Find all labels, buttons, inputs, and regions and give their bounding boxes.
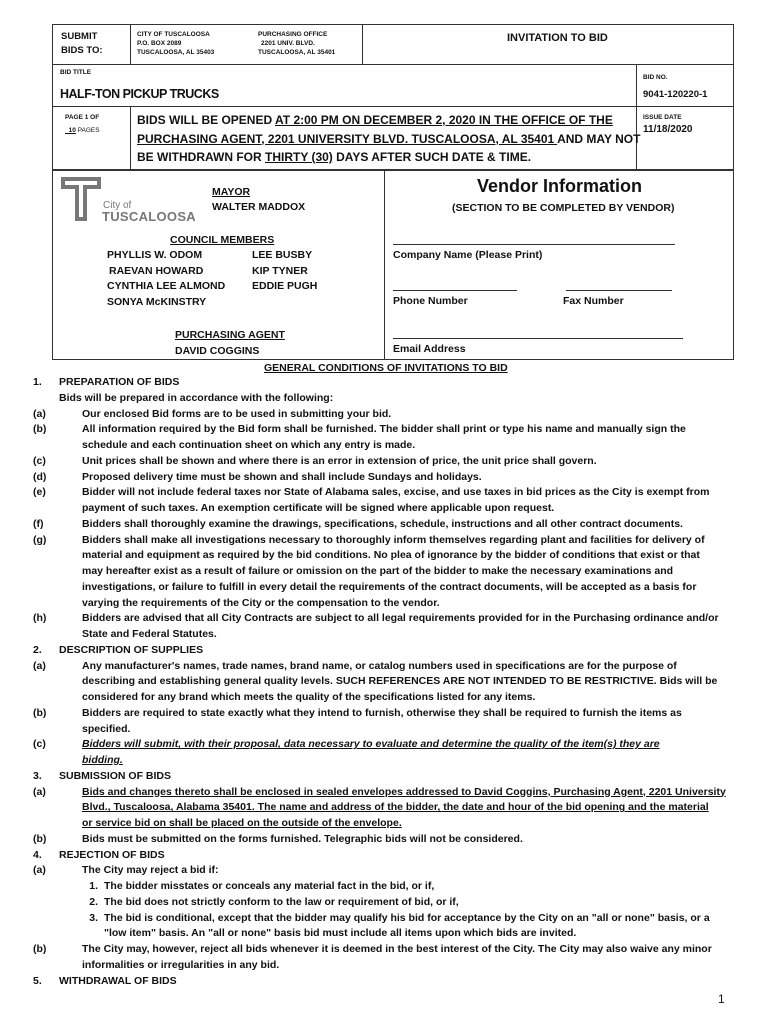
email-field[interactable] [393,338,683,339]
condition-text: The bid does not strictly conform to the law or requirement of bid, or if, [104,895,459,908]
pages-count: 10 PAGES [68,127,100,134]
bid-title: HALF-TON PICKUP TRUCKS [60,87,219,101]
condition-text: Any manufacturer's names, trade names, brand name, or catalog numbers used in specifications are for the purpose of [82,659,677,672]
condition-number: (e) [33,486,46,499]
divider [362,24,363,64]
condition-line [0,548,770,564]
agent-label: PURCHASING AGENT [175,329,285,341]
fax-label: Fax Number [563,295,624,307]
condition-line [0,879,770,895]
condition-line [0,391,770,407]
condition-text: All information required by the Bid form shall be furnished. The bidder shall print or type his name and manually sign the [82,423,686,436]
condition-text: State and Federal Statutes. [82,628,217,640]
condition-text: REJECTION OF BIDS [59,848,165,861]
condition-number: 3. [89,911,98,924]
condition-line [0,674,770,690]
condition-text: Blvd., Tuscaloosa, Alabama 35401. The name and address of the bidder, the date and hour of the bid opening and the material [82,801,709,814]
divider [52,106,734,107]
condition-line [0,643,770,659]
condition-line [0,375,770,391]
condition-text: Bidders are required to state exactly what they intend to furnish, otherwise they shall be required to furnish the items as [82,706,682,719]
condition-text: Bids must be submitted on the forms furnished. Telegraphic bids will not be considered. [82,832,523,845]
condition-line [0,690,770,706]
company-name-field[interactable] [393,244,675,245]
phone-label: Phone Number [393,295,468,307]
condition-line [0,863,770,879]
condition-number: (a) [33,785,46,798]
condition-line [0,659,770,675]
condition-number: (a) [33,407,46,420]
condition-line [0,832,770,848]
page-number: 1 [718,992,725,1006]
logo-city-of: City of [103,200,132,211]
condition-number: 2. [89,895,98,908]
condition-line [0,958,770,974]
page-label: PAGE 1 OF [65,114,100,121]
condition-text: Bidders will submit, with their proposal, data necessary to evaluate and determine the quality of the item(s) they are [82,738,660,751]
divider [52,64,734,65]
condition-line [0,501,770,517]
condition-text: or service bid on shall be placed on the outside of the envelope. [82,817,402,829]
condition-line [0,454,770,470]
condition-text: considered for any brand which meets the quality of the specifications listed for any items. [82,691,536,703]
condition-line [0,627,770,643]
invitation-title: INVITATION TO BID [507,32,608,44]
bids-to-label: BIDS TO: [61,45,103,56]
condition-text: The City may reject a bid if: [82,864,219,877]
condition-line [0,848,770,864]
condition-text: specified. [82,722,131,735]
condition-text: PREPARATION OF BIDS [59,376,180,388]
divider [130,24,131,64]
condition-line [0,816,770,832]
issue-date: 11/18/2020 [643,124,693,135]
condition-text: bidding. [82,754,123,766]
condition-text: SUBMISSION OF BIDS [59,769,172,782]
condition-number: (a) [33,864,46,877]
condition-text: Proposed delivery time must be shown and shall include Sundays and holidays. [82,470,482,483]
condition-number: 5. [33,974,42,987]
mayor-label: MAYOR [212,186,251,198]
condition-text: material and equipment as required by the bid conditions. No plea of ignorance by the bidder of conditions that exist or that [82,549,700,562]
condition-text: Bids and changes thereto shall be enclosed in sealed envelopes addressed to David Coggins, Purchasing Agent, 2201 University [82,785,726,798]
condition-line [0,737,770,753]
fax-field[interactable] [566,290,672,291]
condition-line [0,974,770,990]
email-label: Email Address [393,343,466,355]
phone-field[interactable] [393,290,517,291]
condition-line [0,407,770,423]
condition-number: (c) [33,454,46,467]
submit-label: SUBMIT [61,31,98,42]
condition-number: (h) [33,612,47,625]
condition-text: Our enclosed Bid forms are to be used in submitting your bid. [82,407,392,420]
condition-text: Bidders shall make all investigations necessary to thoroughly inform themselves regarding plant and facilities for delivery of [82,533,705,546]
condition-text: schedule and each continuation sheet on which any entry is made. [82,439,416,451]
condition-number: 1. [89,880,98,892]
condition-text: Bidders shall thoroughly examine the drawings, specifications, schedule, instructions and all other contract documents. [82,517,683,530]
issue-date-label: ISSUE DATE [643,114,682,121]
condition-line [0,564,770,580]
condition-line [0,753,770,769]
condition-text: may hereafter exist as a result of failure or omission on the part of the bidder to make the necessary examinations and [82,565,674,577]
company-name-label: Company Name (Please Print) [393,249,543,261]
condition-line [0,470,770,486]
agent-name: DAVID COGGINS [175,345,260,357]
condition-text: WITHDRAWAL OF BIDS [59,974,177,987]
condition-text: informalities or irregularities in any bid. [82,958,280,971]
condition-text: DESCRIPTION OF SUPPLIES [59,643,204,656]
condition-line [0,517,770,533]
bid-opening-notice: BIDS WILL BE OPENED AT 2:00 PM ON DECEMBER 2, 2020 IN THE OFFICE OF THE PURCHASING AGENT, 2201 UNIVERSITY BLVD. TUSCALOOSA, AL 35401 AND MAY NOT BE WITHDRAWN FOR THIRTY (30) DAYS AFTER SUCH DATE & TIME. [137,113,641,164]
divider [384,170,385,360]
condition-line [0,911,770,927]
vendor-title: Vendor Information [477,176,643,196]
condition-text: varying the requirements of the City or the compensation to the vendor. [82,596,440,609]
condition-number: (b) [33,943,47,955]
condition-number: (a) [33,659,46,672]
vendor-subtitle: (SECTION TO BE COMPLETED BY VENDOR) [452,202,675,214]
condition-text: Bidder will not include federal taxes nor State of Alabama sales, excise, and use taxes in bid prices as the City is exempt from [82,486,710,499]
condition-line [0,706,770,722]
condition-text: payment of such taxes. An exemption certificate will be signed where applicable upon request. [82,502,555,514]
condition-text: The City may, however, reject all bids whenever it is deemed in the best interest of the City. The City may also waive any minor [82,943,712,955]
bid-title-label: BID TITLE [60,69,92,76]
condition-number: (d) [33,470,47,483]
condition-number: (b) [33,706,47,719]
condition-number: (c) [33,738,46,751]
condition-text: Unit prices shall be shown and where there is an error in extension of price, the unit price shall govern. [82,454,597,467]
condition-text: Bidders are advised that all City Contracts are subject to all legal requirements provided for in the Purchasing ordinance and/or [82,612,719,625]
address-purchasing: PURCHASING OFFICE 2201 UNIV. BLVD. TUSCALOOSA, AL 35401 [258,31,336,56]
logo-tuscaloosa: TUSCALOOSA [102,209,196,224]
bid-no: 9041-120220-1 [643,89,708,100]
condition-line [0,533,770,549]
condition-line [0,438,770,454]
city-logo [57,175,207,223]
conditions-heading: GENERAL CONDITIONS OF INVITATIONS TO BID [264,362,508,374]
condition-line [0,722,770,738]
bid-no-label: BID NO. [643,74,668,81]
condition-line [0,485,770,501]
condition-line [0,895,770,911]
condition-text: The bidder misstates or conceals any material fact in the bid, or if, [104,880,435,892]
condition-number: (f) [33,517,44,530]
condition-number: 1. [33,376,42,388]
condition-line [0,611,770,627]
condition-text: investigations, or failure to fulfill in every detail the requirements of the contract documents, will be accepted as a basis for [82,580,697,593]
mayor-name: WALTER MADDOX [212,201,306,213]
condition-number: 3. [33,769,42,782]
council-left: PHYLLIS W. ODOM RAEVAN HOWARD CYNTHIA LEE ALMOND SONYA McKINSTRY [107,249,226,309]
condition-line [0,422,770,438]
condition-text: describing and establishing general quality levels. SUCH REFERENCES ARE NOT INTENDED TO BE RESTRICTIVE. Bids will be [82,675,718,688]
condition-number: (g) [33,533,47,546]
condition-text: "low item" basis. An "all or none" basis bid must include all items upon which bids are invited. [104,927,577,940]
condition-number: 2. [33,643,42,656]
condition-number: (b) [33,423,47,436]
condition-line [0,926,770,942]
address-city: CITY OF TUSCALOOSA P.O. BOX 2089 TUSCALOOSA, AL 35403 [137,31,215,56]
condition-text: The bid is conditional, except that the bidder may qualify his bid for acceptance by the City on an "all or none" basis, or a [104,911,710,924]
divider [130,106,131,170]
condition-line [0,800,770,816]
condition-number: 4. [33,848,42,861]
condition-line [0,942,770,958]
council-label: COUNCIL MEMBERS [170,234,275,246]
council-right: LEE BUSBY KIP TYNER EDDIE PUGH [252,249,318,293]
condition-line [0,596,770,612]
condition-text: Bids will be prepared in accordance with the following: [59,391,334,404]
condition-line [0,769,770,785]
condition-line [0,785,770,801]
condition-number: (b) [33,832,47,845]
condition-line [0,580,770,596]
tuscaloosa-logo-icon [59,175,103,221]
